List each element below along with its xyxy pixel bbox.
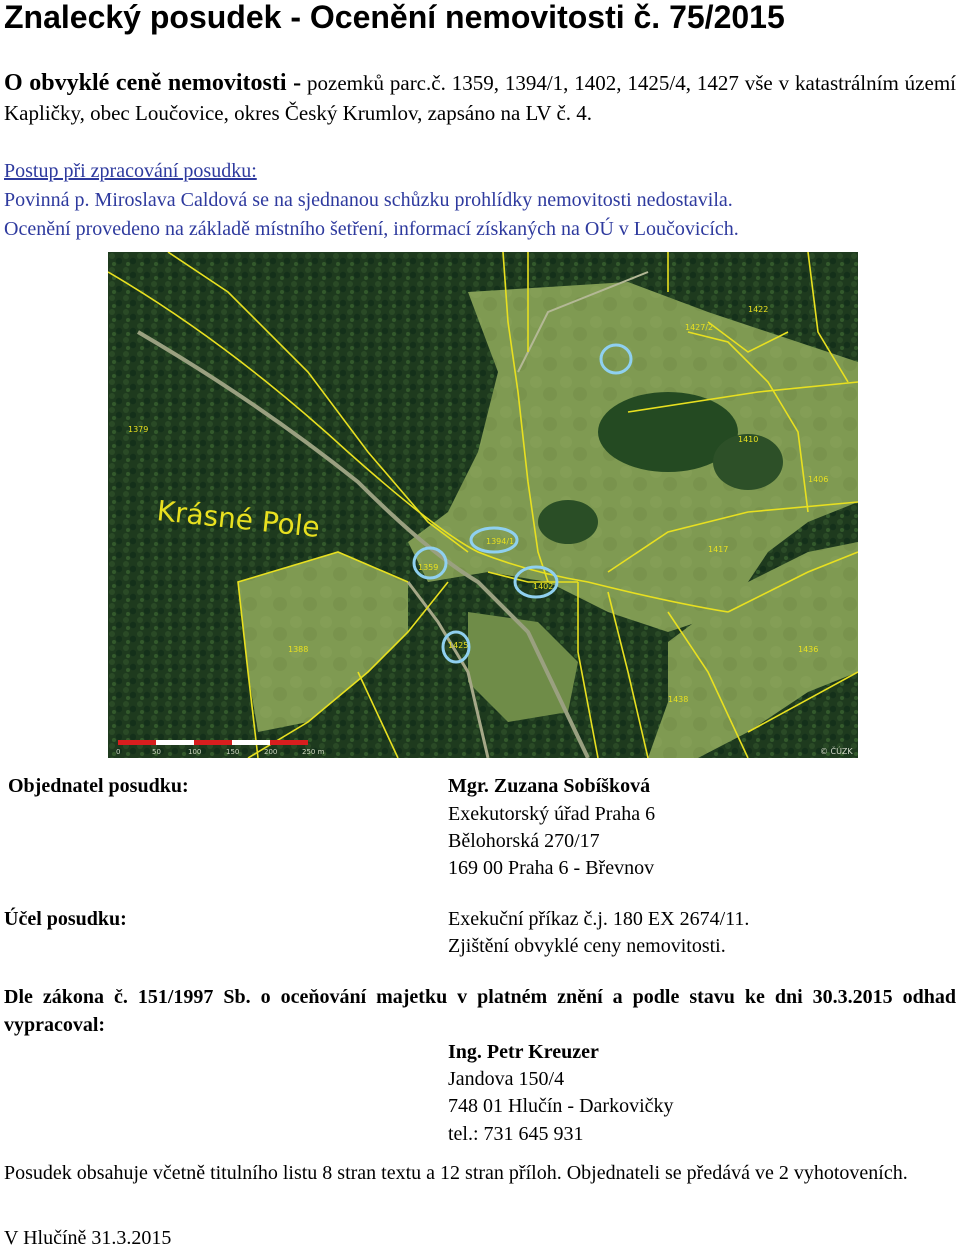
place-label: Krásné Pole	[155, 494, 322, 545]
scale-tick-4: 200	[264, 748, 278, 756]
scale-tick-5: 250 m	[302, 748, 325, 756]
svg-text:1406: 1406	[808, 475, 829, 484]
procedure-heading: Postup při zpracování posudku:	[4, 160, 257, 182]
svg-text:1425: 1425	[448, 641, 469, 650]
svg-text:1422: 1422	[748, 305, 769, 314]
svg-text:1359: 1359	[418, 563, 439, 572]
scale-tick-0: 0	[116, 748, 121, 756]
subject-paragraph	[4, 68, 956, 128]
procedure-line-1: Povinná p. Miroslava Caldová se na sjednanou schůzku prohlídky nemovitosti nedostavila.	[4, 189, 733, 211]
map-copyright: © ČÚZK	[820, 747, 853, 756]
scale-tick-2: 100	[188, 748, 202, 756]
client-office: Exekutorský úřad Praha 6	[448, 803, 656, 825]
svg-text:1388: 1388	[288, 645, 309, 654]
appraiser-city: 748 01 Hlučín - Darkovičky	[448, 1095, 674, 1117]
svg-text:1417: 1417	[708, 545, 729, 554]
contents-note: Posudek obsahuje včetně titulního listu 8 stran textu a 12 stran příloh. Objednateli se předává ve 2 vyhotoveních.	[4, 1162, 908, 1184]
purpose-line-1: Exekuční příkaz č.j. 180 EX 2674/11.	[448, 908, 750, 930]
procedure-line-2: Ocenění provedeno na základě místního šetření, informací získaných na OÚ v Loučovicích.	[4, 218, 739, 240]
svg-text:1438: 1438	[668, 695, 689, 704]
svg-text:1436: 1436	[798, 645, 819, 654]
client-name: Mgr. Zuzana Sobíšková	[448, 775, 651, 797]
svg-text:1427/2: 1427/2	[685, 323, 714, 332]
appraiser-phone: tel.: 731 645 931	[448, 1123, 584, 1145]
cadastral-map-image	[108, 252, 858, 758]
appraiser-name: Ing. Petr Kreuzer	[448, 1041, 599, 1063]
place-date: V Hlučíně 31.3.2015	[4, 1227, 172, 1249]
client-city: 169 00 Praha 6 - Břevnov	[448, 857, 655, 879]
client-street: Bělohorská 270/17	[448, 830, 600, 852]
svg-text:1410: 1410	[738, 435, 759, 444]
svg-text:1394/1: 1394/1	[486, 537, 515, 546]
svg-text:1379: 1379	[128, 425, 149, 434]
scale-tick-1: 50	[152, 748, 161, 756]
document-title: Znalecký posudek - Ocenění nemovitosti č. 75/2015	[4, 0, 785, 35]
purpose-label: Účel posudku:	[4, 908, 127, 930]
subject-lead: O obvyklé ceně nemovitosti -	[4, 70, 302, 96]
svg-text:1402: 1402	[533, 582, 554, 591]
subject-text: pozemků parc.č. 1359, 1394/1, 1402, 1425/4, 1427 vše v katastrálním území Kapličky, obec Loučovice, okres Český Krumlov, zapsáno na LV č. 4.	[4, 71, 956, 125]
appraiser-street: Jandova 150/4	[448, 1068, 565, 1090]
client-label: Objednatel posudku:	[8, 775, 189, 797]
scale-tick-3: 150	[226, 748, 240, 756]
law-statement: Dle zákona č. 151/1997 Sb. o oceňování majetku v platném znění a podle stavu ke dni 30.3.2015 odhad vypracoval:	[4, 986, 956, 1036]
purpose-line-2: Zjištění obvyklé ceny nemovitosti.	[448, 935, 726, 957]
